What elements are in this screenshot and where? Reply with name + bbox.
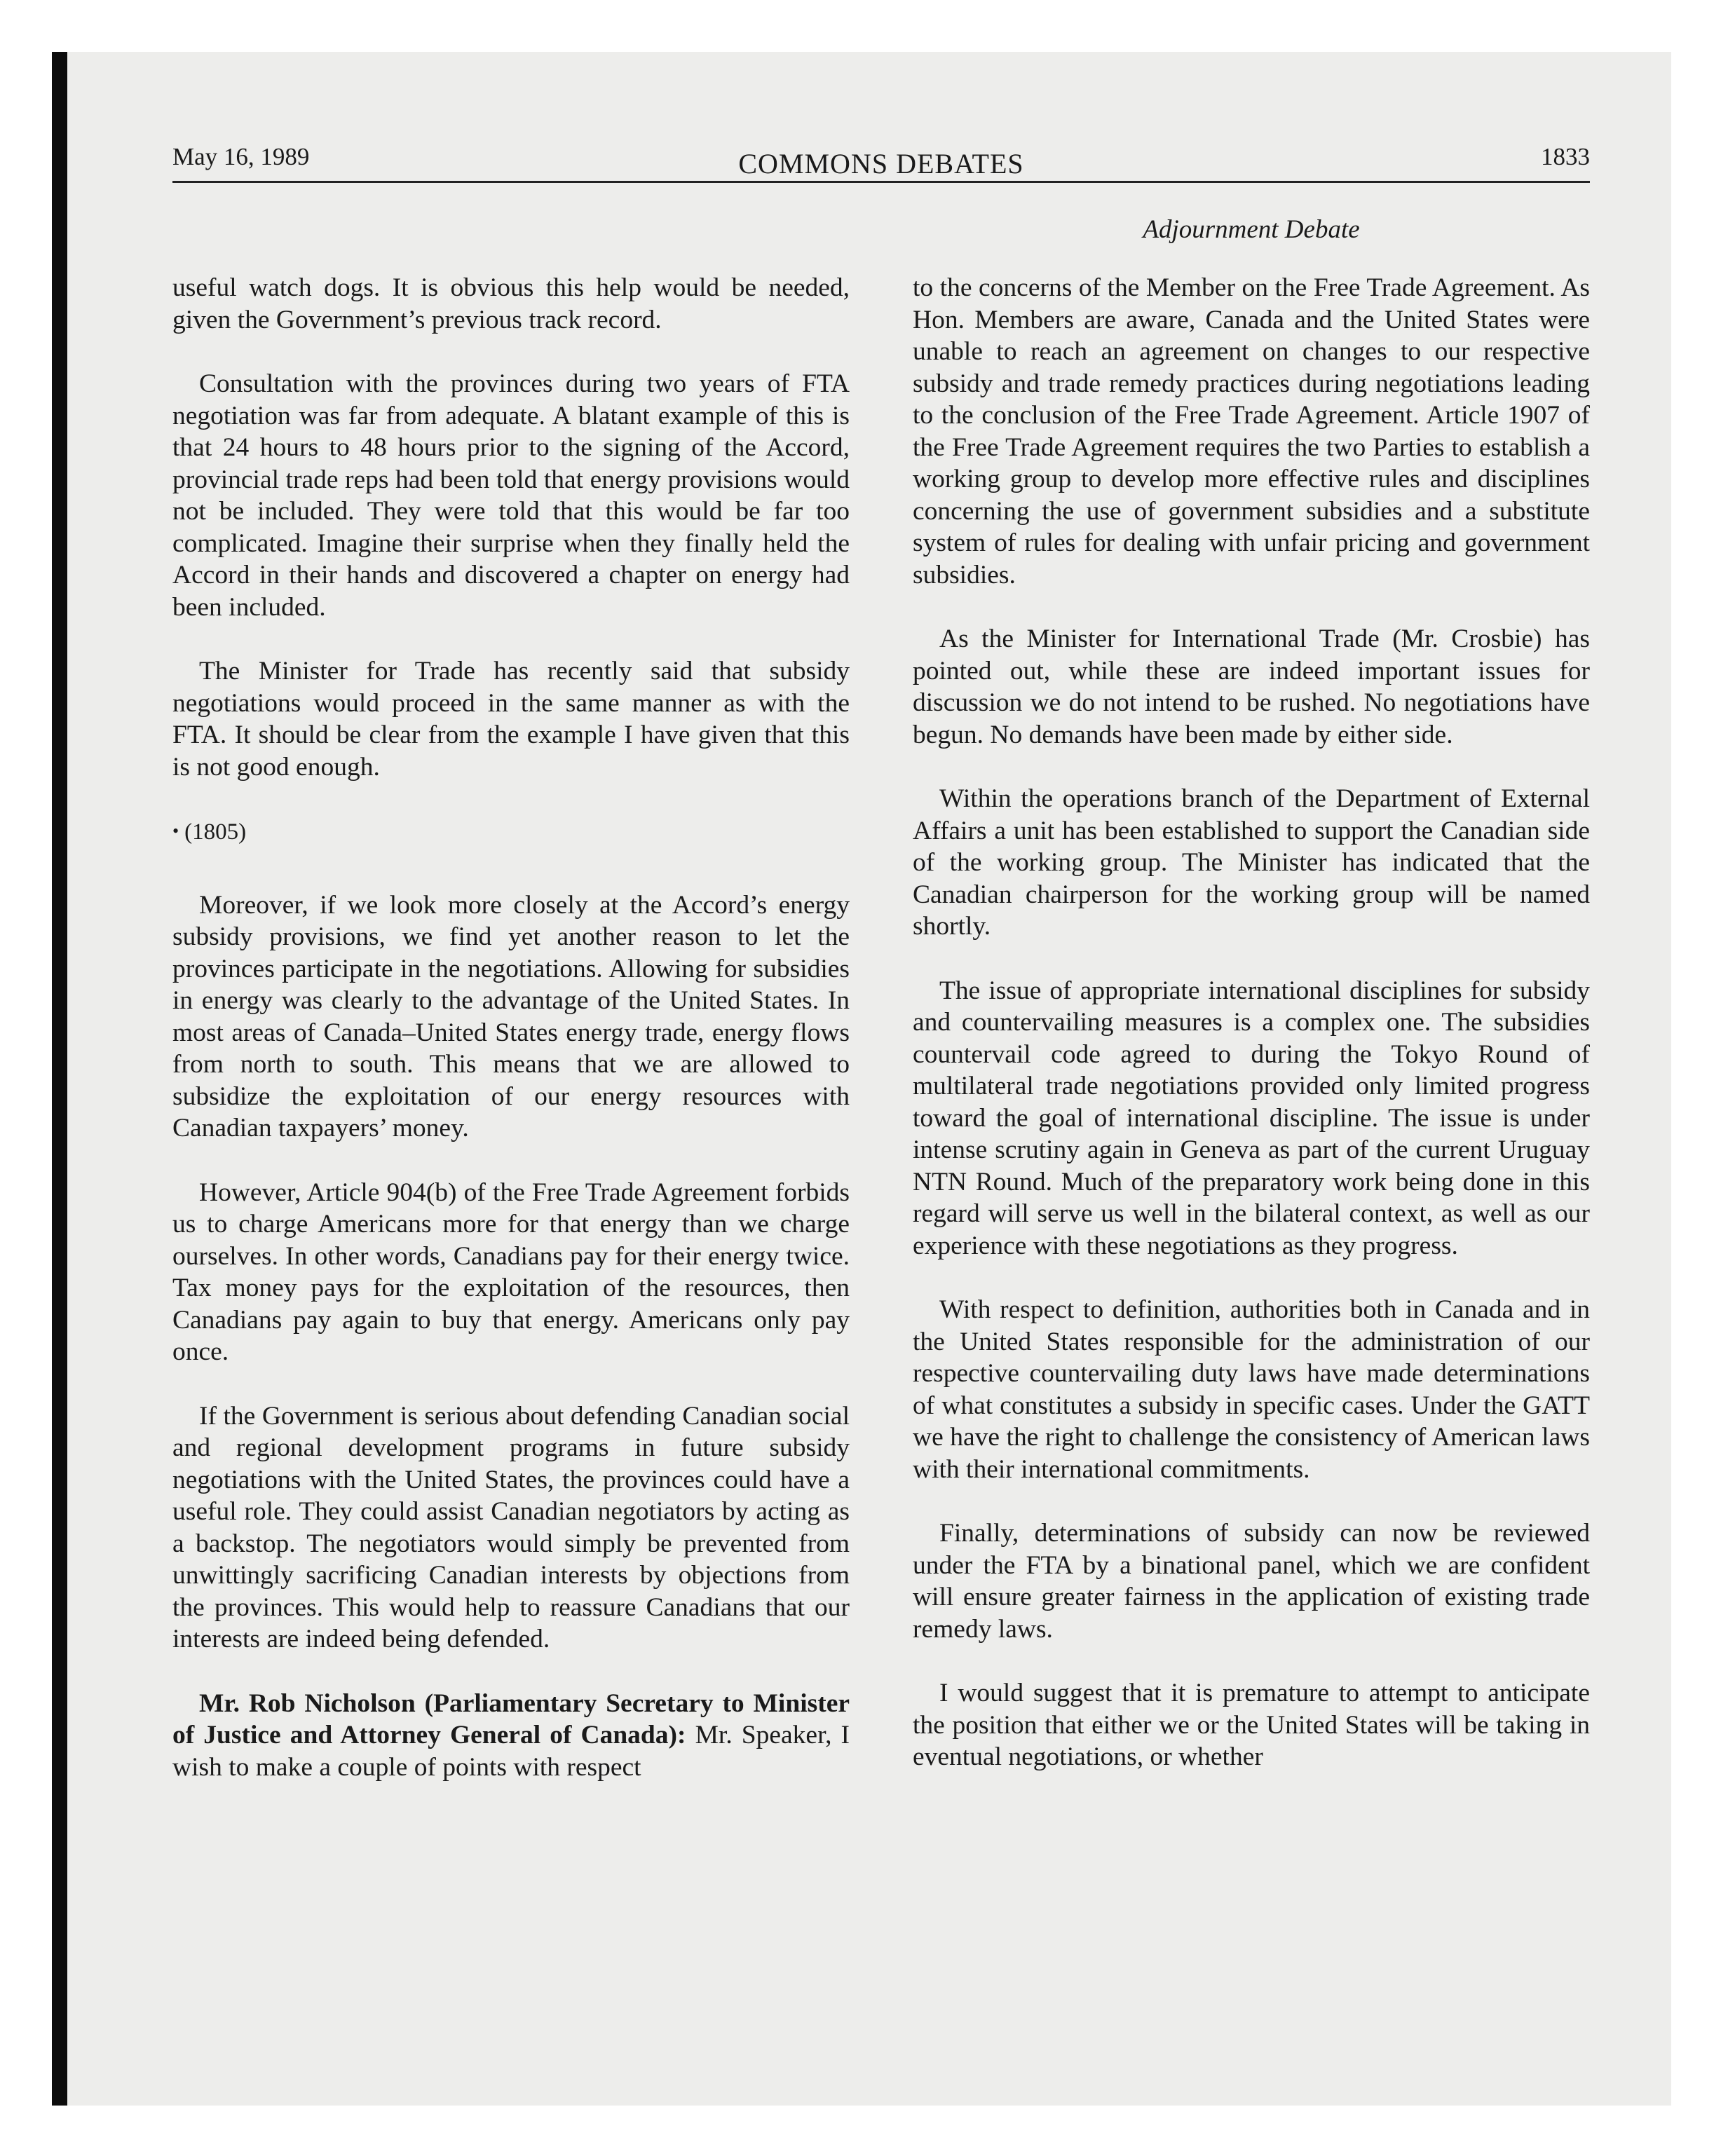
paragraph: useful watch dogs. It is obvious this help would be needed, given the Government’s previous track record. <box>172 273 850 334</box>
time-stamp-text: (1805) <box>184 819 247 845</box>
paragraph: Consultation with the provinces during two years of FTA negotiation was far from adequate. A blatant example of this is that 24 hours to 48 hours prior to the signing of the Accord, provincial trade reps had been told that energy provisions would not be included. They were told that this would be far too complicated. Imagine their surprise when they finally held the Accord in their hands and discovered a chapter on energy had been included. <box>172 369 850 622</box>
left-column <box>172 272 850 1815</box>
header-publication: COMMONS DEBATES <box>738 148 1024 179</box>
bullet-icon: • <box>172 821 179 841</box>
paragraph: The issue of appropriate international disciplines for subsidy and countervailing measures is a complex one. The subsidies countervail code agreed to during the Tokyo Round of multilateral trade negotiations provided only limited progress toward the goal of international discipline. The issue is under intense scrutiny again in Geneva as part of the current Uruguay NTN Round. Much of the preparatory work being done in this regard will serve us well in the bilateral context, as well as our experience with these negotiations as they progress. <box>913 976 1590 1260</box>
speaker-paragraph <box>172 1688 850 1784</box>
paragraph: If the Government is serious about defending Canadian social and regional development programs in future subsidy negotiations with the United States, the provinces could have a useful role. They could assist Canadian negotiators by acting as a backstop. The negotiators would simply be prevented from unwittingly sacrificing Canadian interests by objections from the provinces. This would help to reassure Canadians that our interests are indeed being defended. <box>172 1401 850 1653</box>
section-title: Adjournment Debate <box>1143 215 1360 244</box>
scan-edge-shadow <box>52 52 67 2106</box>
header-date: May 16, 1989 <box>172 143 310 170</box>
paragraph: As the Minister for International Trade (Mr. Crosbie) has pointed out, while these are indeed important issues for discussion we do not intend to be rushed. No negotiations have begun. No demands have been made by either side. <box>913 625 1590 749</box>
speaker-text: Mr. Speaker, I wish to make a couple of points with respect <box>172 1721 850 1782</box>
speaker-name: Mr. Rob Nicholson (Parliamentary Secretary to Minister of Justice and Attorney General of Canada): <box>172 1688 850 1749</box>
header-rule <box>172 181 1590 183</box>
right-column <box>913 272 1590 1806</box>
paragraph: to the concerns of the Member on the Free Trade Agreement. As Hon. Members are aware, Canada and the United States were unable to reach an agreement on changes to our respective subsidy and trade remedy practices during negotiations leading to the conclusion of the Free Trade Agreement. Article 1907 of the Free Trade Agreement requires the two Parties to establish a working group to develop more effective rules and disciplines concerning the use of government subsidies and a substitute system of rules for dealing with unfair pricing and government subsidies. <box>913 273 1590 589</box>
paragraph: I would suggest that it is premature to attempt to anticipate the position that either we or the United States will be taking in eventual negotiations, or whether <box>913 1679 1590 1771</box>
paragraph: The Minister for Trade has recently said that subsidy negotiations would proceed in the same manner as with the FTA. It should be clear from the example I have given that this is not good enough. <box>172 657 850 782</box>
paragraph: Moreover, if we look more closely at the Accord’s energy subsidy provisions, we find yet another reason to let the provinces participate in the negotiations. Allowing for subsidies in energy was clearly to the advantage of the United States. In most areas of Canada–United States energy trade, energy flows from north to south. This means that we are allowed to subsidize the exploitation of our energy resources with Canadian taxpayers’ money. <box>172 890 850 1142</box>
paragraph: With respect to definition, authorities both in Canada and in the United States responsible for the administration of our respective countervailing duty laws have made determinations of what constitutes a subsidy in specific cases. Under the GATT we have the right to challenge the consistency of American laws with their international commitments. <box>913 1295 1590 1484</box>
hansard-page <box>67 52 1671 2106</box>
running-header <box>172 143 1590 178</box>
paragraph: However, Article 904(b) of the Free Trade Agreement forbids us to charge Americans more for that energy than we charge ourselves. In other words, Canadians pay for their energy twice. Tax money pays for the exploitation of the resources, then Canadians pay again to buy that energy. Americans only pay once. <box>172 1178 850 1366</box>
paragraph: Finally, determinations of subsidy can now be reviewed under the FTA by a binational panel, which we are confident will ensure greater fairness in the application of existing trade remedy laws. <box>913 1519 1590 1644</box>
time-stamp <box>172 815 850 849</box>
paragraph: Within the operations branch of the Department of External Affairs a unit has been established to support the Canadian side of the working group. The Minister has indicated that the Canadian chairperson for the working group will be named shortly. <box>913 784 1590 941</box>
header-page-number: 1833 <box>1541 143 1590 170</box>
